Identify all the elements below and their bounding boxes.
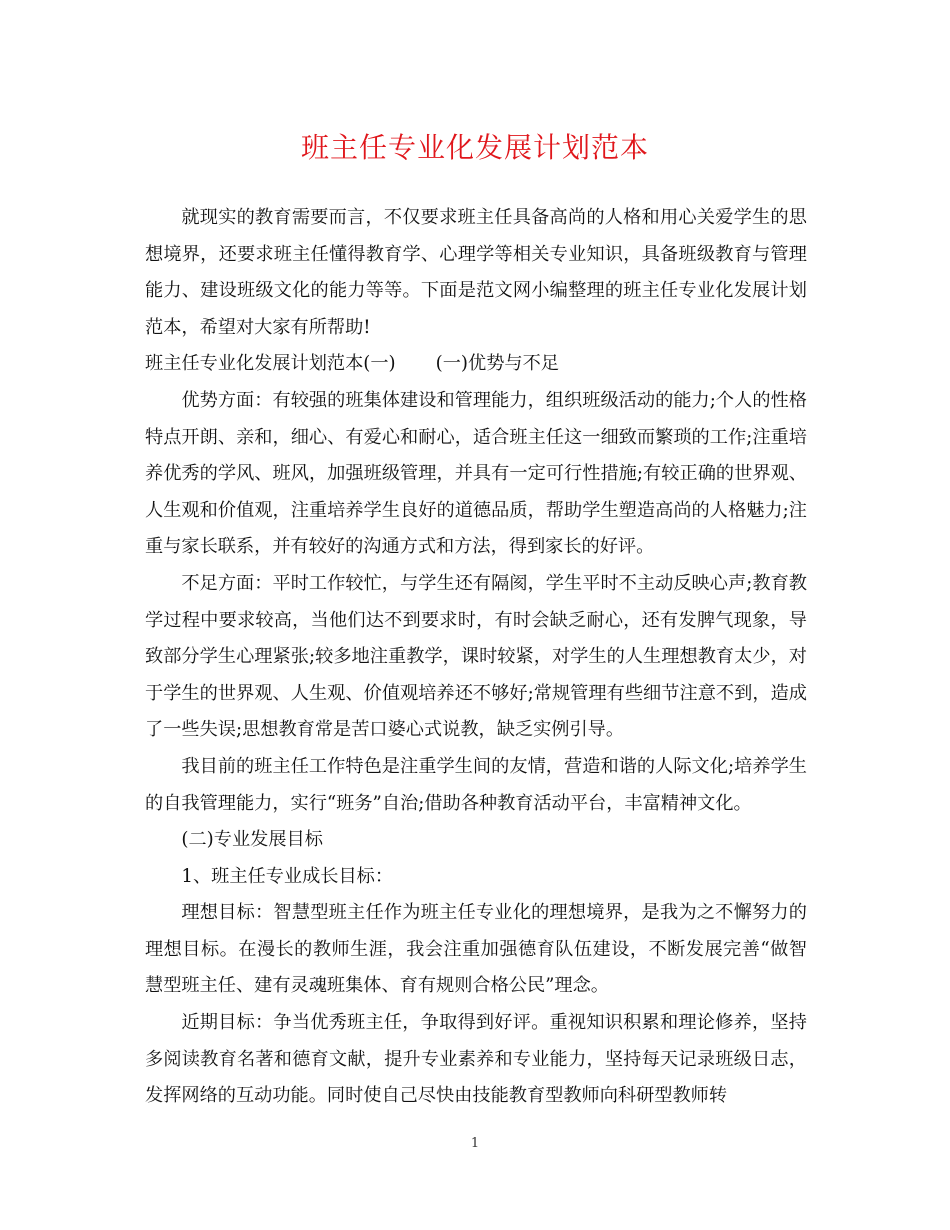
document-title: 班主任专业化发展计划范本 <box>300 131 649 164</box>
goal-item-heading: 1、班主任专业成长目标： <box>181 865 394 887</box>
paragraph-near-term-goal: 近期目标：争当优秀班主任，争取得到好评。重视知识积累和理论修养，坚持多阅读教育名著和德育文献，提升专业素养和专业能力，坚持每天记录班级日志，发挥网络的互动功能。同时使自己尽快由技能教育型教师向科研型教师转 <box>145 1012 807 1107</box>
section-heading-line <box>145 346 807 383</box>
intro-paragraph: 就现实的教育需要而言，不仅要求班主任具备高尚的人格和用心关爱学生的思想境界，还要求班主任懂得教育学、心理学等相关专业知识，具备班级教育与管理能力、建设班级文化的能力等等。下面是范文网小编整理的班主任专业化发展计划范本，希望对大家有所帮助! <box>145 207 807 338</box>
paragraph-shortcomings: 不足方面：平时工作较忙，与学生还有隔阂，学生平时不主动反映心声;教育教学过程中要求较高，当他们达不到要求时，有时会缺乏耐心，还有发脾气现象，导致部分学生心理紧张;较多地注重教学，课时较紧，对学生的人生理想教育太少，对于学生的世界观、人生观、价值观培养还不够好;常规管理有些细节注意不到，造成了一些失误;思想教育常是苦口婆心式说教，缺乏实例引导。 <box>145 572 807 741</box>
sub-heading-goals: (二)专业发展目标 <box>181 829 323 851</box>
paragraph-advantages: 优势方面：有较强的班集体建设和管理能力，组织班级活动的能力;个人的性格特点开朗、亲和，细心、有爱心和耐心，适合班主任这一细致而繁琐的工作;注重培养优秀的学风、班风，加强班级管理，并具有一定可行性措施;有较正确的世界观、人生观和价值观，注重培养学生良好的道德品质，帮助学生塑造高尚的人格魅力;注重与家长联系，并有较好的沟通方式和方法，得到家长的好评。 <box>145 389 807 558</box>
section-heading: 班主任专业化发展计划范本(一) <box>145 353 396 375</box>
paragraph-ideal-goal: 理想目标：智慧型班主任作为班主任专业化的理想境界，是我为之不懈努力的理想目标。在漫长的教师生涯，我会注重加强德育队伍建设，不断发展完善“做智慧型班主任、建有灵魂班集体、育有规则合格公民”理念。 <box>145 902 807 997</box>
document-body <box>145 200 807 1115</box>
page-number: 1 <box>470 1136 480 1151</box>
sub-heading-advantages: (一)优势与不足 <box>435 353 559 375</box>
paragraph-features: 我目前的班主任工作特色是注重学生间的友情，营造和谐的人际文化;培养学生的自我管理能力，实行“班务”自治;借助各种教育活动平台，丰富精神文化。 <box>145 755 807 814</box>
